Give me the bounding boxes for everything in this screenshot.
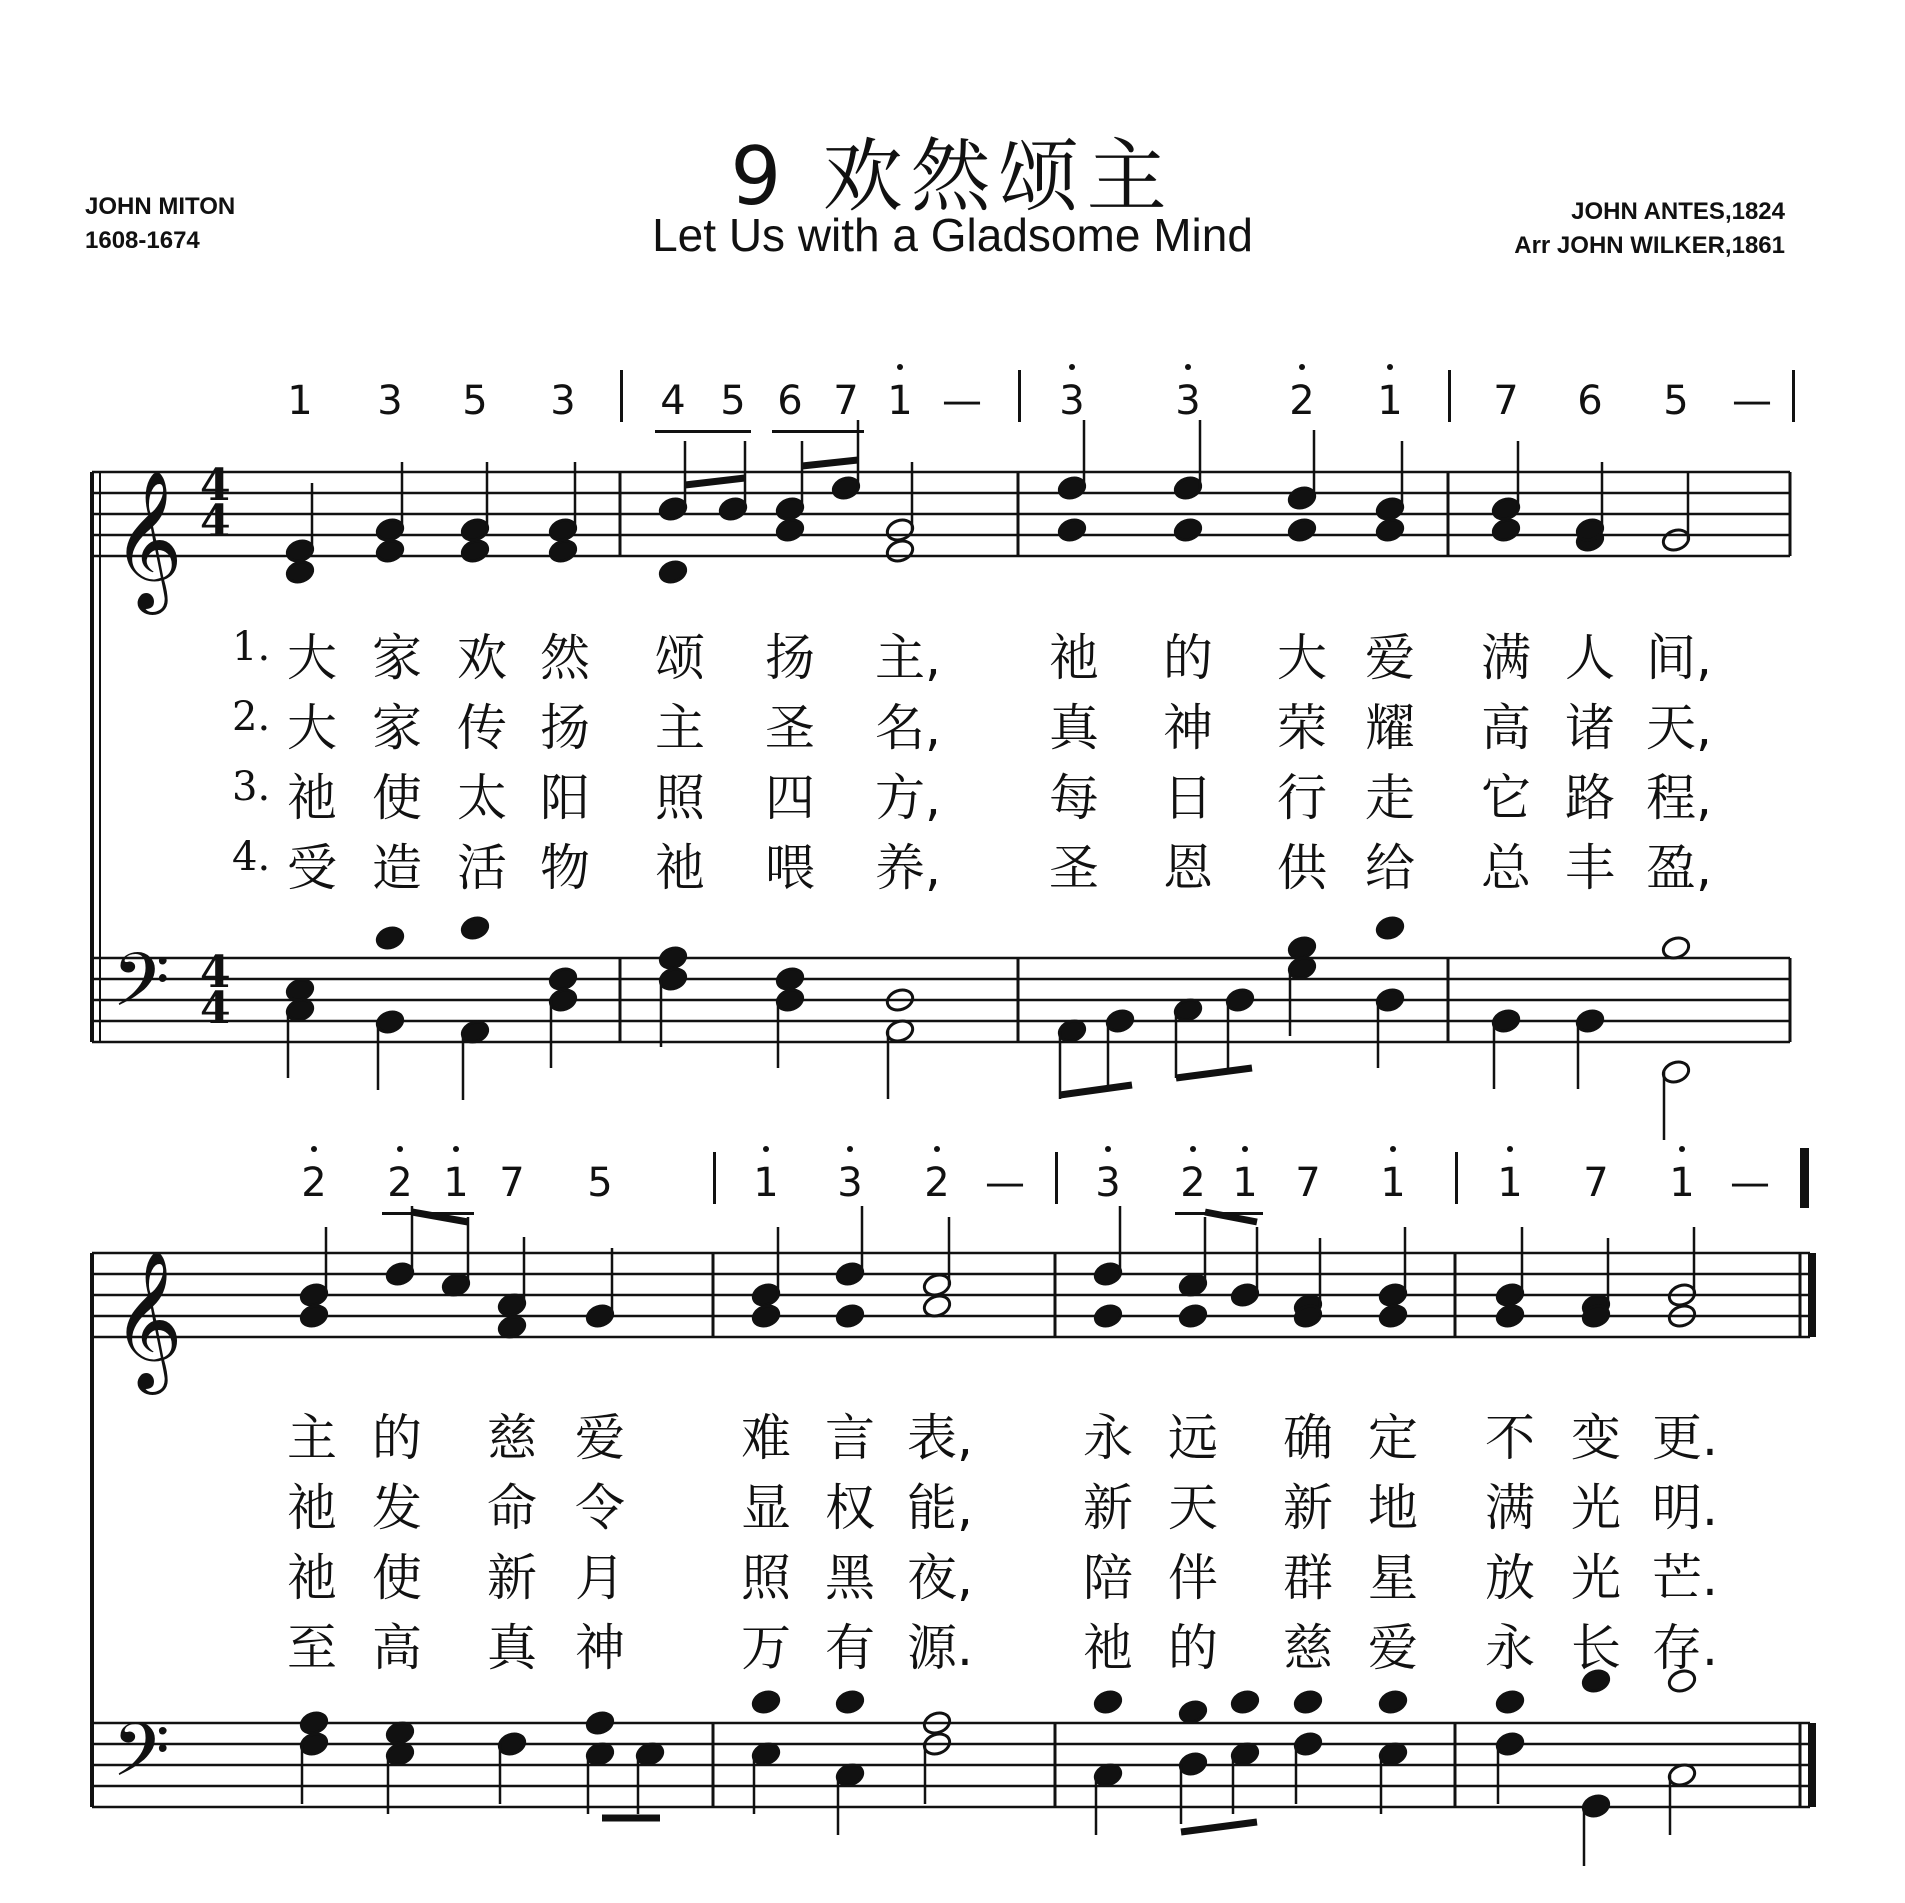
jianpu-note: 3 bbox=[837, 1160, 863, 1206]
lyric-syllable: 颂 bbox=[655, 629, 705, 687]
lyric-syllable: 长 bbox=[1571, 1619, 1621, 1677]
lyric-syllable: 有 bbox=[825, 1619, 875, 1677]
jianpu-note: 6 bbox=[777, 378, 803, 424]
lyric-syllable: 远 bbox=[1168, 1409, 1218, 1467]
lyric-syllable: 然 bbox=[540, 629, 590, 687]
lyric-syllable: 扬 bbox=[540, 699, 590, 757]
lyric-syllable: 供 bbox=[1277, 839, 1327, 897]
lyric-syllable: 使 bbox=[372, 769, 422, 827]
jianpu-note: 1 bbox=[287, 378, 313, 424]
lyric-syllable: 爱 bbox=[1368, 1619, 1418, 1677]
lyric-syllable: 主 bbox=[287, 1409, 337, 1467]
lyric-syllable: 家 bbox=[372, 699, 422, 757]
jianpu-note: 4 bbox=[660, 378, 686, 424]
half-note-head bbox=[885, 538, 916, 565]
note-head bbox=[285, 559, 316, 586]
lyric-syllable: 源. bbox=[907, 1619, 973, 1677]
jianpu-note: 3 bbox=[1059, 378, 1085, 424]
lyric-syllable: 程, bbox=[1646, 769, 1712, 827]
note-head bbox=[1287, 517, 1318, 544]
lyric-syllable: 大 bbox=[287, 629, 337, 687]
lyric-syllable: 主, bbox=[875, 629, 941, 687]
jianpu-note: 7 bbox=[499, 1160, 525, 1206]
lyric-syllable: 确 bbox=[1283, 1409, 1333, 1467]
time-sig-top-bass: 4 bbox=[200, 947, 231, 998]
lyric-syllable: 权 bbox=[825, 1479, 875, 1537]
jianpu-note: — bbox=[985, 1160, 1025, 1206]
lyric-syllable: 总 bbox=[1481, 839, 1531, 897]
lyric-syllable: 言 bbox=[825, 1409, 875, 1467]
jianpu-note: 2 bbox=[1180, 1160, 1206, 1206]
lyric-syllable: 永 bbox=[1083, 1409, 1133, 1467]
note-head bbox=[1378, 1303, 1409, 1330]
lyric-syllable: 明. bbox=[1652, 1479, 1718, 1537]
lyric-syllable: 命 bbox=[487, 1479, 537, 1537]
time-sig-bottom: 4 bbox=[200, 496, 231, 547]
verse-number: 4. bbox=[232, 834, 271, 880]
lyric-syllable: 至 bbox=[287, 1619, 337, 1677]
lyric-syllable: 名, bbox=[875, 699, 941, 757]
beam bbox=[1181, 1822, 1257, 1832]
lyric-syllable: 圣 bbox=[1049, 839, 1099, 897]
lyric-syllable: 物 bbox=[540, 839, 590, 897]
jianpu-note: 1 bbox=[1377, 378, 1403, 424]
treble-clef: 𝄞 bbox=[112, 1250, 183, 1389]
lyric-syllable: 照 bbox=[741, 1549, 791, 1607]
jianpu-note: — bbox=[1732, 378, 1772, 424]
lyric-syllable: 人 bbox=[1565, 629, 1615, 687]
note-head bbox=[1173, 517, 1204, 544]
lyric-syllable: 神 bbox=[1163, 699, 1213, 757]
note-head bbox=[460, 915, 491, 942]
lyric-syllable: 慈 bbox=[1283, 1619, 1333, 1677]
lyric-syllable: 的 bbox=[1163, 629, 1213, 687]
lyric-syllable: 存. bbox=[1652, 1619, 1718, 1677]
lyric-syllable: 天 bbox=[1168, 1479, 1218, 1537]
note-head bbox=[548, 538, 579, 565]
lyric-syllable: 走 bbox=[1365, 769, 1415, 827]
note-head bbox=[1093, 1303, 1124, 1330]
lyric-syllable: 大 bbox=[1277, 629, 1327, 687]
lyric-syllable: 圣 bbox=[765, 699, 815, 757]
jianpu-note: 1 bbox=[1380, 1160, 1406, 1206]
lyricist-name: JOHN MITON bbox=[85, 193, 236, 220]
note-head bbox=[1178, 1303, 1209, 1330]
lyric-syllable: 祂 bbox=[1049, 629, 1099, 687]
jianpu-note: 1 bbox=[753, 1160, 779, 1206]
lyric-syllable: 造 bbox=[372, 839, 422, 897]
beam bbox=[412, 1212, 468, 1222]
note-head bbox=[1178, 1699, 1209, 1726]
jianpu-note: 1 bbox=[1497, 1160, 1523, 1206]
lyric-syllable: 放 bbox=[1485, 1549, 1535, 1607]
jianpu-note: 1 bbox=[1669, 1160, 1695, 1206]
jianpu-note: 7 bbox=[1583, 1160, 1609, 1206]
note-head bbox=[1375, 915, 1406, 942]
note-head bbox=[299, 1303, 330, 1330]
lyric-syllable: 活 bbox=[457, 839, 507, 897]
lyric-syllable: 群 bbox=[1283, 1549, 1333, 1607]
lyric-syllable: 荣 bbox=[1277, 699, 1327, 757]
beam bbox=[1060, 1085, 1132, 1095]
lyric-syllable: 扬 bbox=[765, 629, 815, 687]
lyric-syllable: 方, bbox=[875, 769, 941, 827]
beam bbox=[1205, 1212, 1257, 1222]
note-head bbox=[835, 1303, 866, 1330]
lyric-syllable: 养, bbox=[875, 839, 941, 897]
lyric-syllable: 光 bbox=[1571, 1549, 1621, 1607]
lyric-syllable: 表, bbox=[907, 1409, 973, 1467]
lyric-syllable: 真 bbox=[487, 1619, 537, 1677]
note-head bbox=[1293, 1689, 1324, 1716]
jianpu-note: 3 bbox=[377, 378, 403, 424]
jianpu-note: 7 bbox=[1493, 378, 1519, 424]
lyric-syllable: 芒. bbox=[1652, 1549, 1718, 1607]
jianpu-note: 5 bbox=[462, 378, 488, 424]
note-head bbox=[751, 1689, 782, 1716]
lyric-syllable: 传 bbox=[457, 699, 507, 757]
lyric-syllable: 的 bbox=[372, 1409, 422, 1467]
lyric-syllable: 丰 bbox=[1565, 839, 1615, 897]
note-head bbox=[658, 559, 689, 586]
verse-number: 2. bbox=[232, 694, 271, 740]
lyric-syllable: 的 bbox=[1168, 1619, 1218, 1677]
lyricist-dates: 1608-1674 bbox=[85, 227, 200, 254]
lyric-syllable: 爱 bbox=[1365, 629, 1415, 687]
note-head bbox=[375, 925, 406, 952]
lyric-syllable: 阳 bbox=[540, 769, 590, 827]
note-head bbox=[835, 1689, 866, 1716]
lyric-syllable: 路 bbox=[1565, 769, 1615, 827]
lyric-syllable: 真 bbox=[1049, 699, 1099, 757]
lyric-syllable: 高 bbox=[1481, 699, 1531, 757]
jianpu-note: — bbox=[1730, 1160, 1770, 1206]
note-head bbox=[548, 966, 579, 993]
lyric-syllable: 定 bbox=[1368, 1409, 1418, 1467]
jianpu-note: 1 bbox=[887, 378, 913, 424]
lyric-syllable: 新 bbox=[1283, 1479, 1333, 1537]
jianpu-note: 5 bbox=[1663, 378, 1689, 424]
lyric-syllable: 新 bbox=[487, 1549, 537, 1607]
note-head bbox=[1495, 1689, 1526, 1716]
jianpu-note: 5 bbox=[720, 378, 746, 424]
note-head bbox=[375, 538, 406, 565]
lyric-syllable: 祂 bbox=[655, 839, 705, 897]
jianpu-note: 3 bbox=[1175, 378, 1201, 424]
note-head bbox=[1378, 1689, 1409, 1716]
jianpu-note: 2 bbox=[387, 1160, 413, 1206]
note-head bbox=[585, 1710, 616, 1737]
lyric-syllable: 四 bbox=[765, 769, 815, 827]
lyric-syllable: 万 bbox=[741, 1619, 791, 1677]
lyric-syllable: 令 bbox=[575, 1479, 625, 1537]
lyric-syllable: 日 bbox=[1163, 769, 1213, 827]
lyric-syllable: 爱 bbox=[575, 1409, 625, 1467]
lyric-syllable: 变 bbox=[1571, 1409, 1621, 1467]
lyric-syllable: 高 bbox=[372, 1619, 422, 1677]
lyric-syllable: 照 bbox=[655, 769, 705, 827]
beam bbox=[685, 478, 745, 485]
lyric-syllable: 祂 bbox=[287, 1549, 337, 1607]
lyric-syllable: 给 bbox=[1365, 839, 1415, 897]
lyric-syllable: 神 bbox=[575, 1619, 625, 1677]
lyric-syllable: 祂 bbox=[287, 769, 337, 827]
jianpu-note: 2 bbox=[1289, 378, 1315, 424]
note-head bbox=[751, 1303, 782, 1330]
time-sig-top: 4 bbox=[200, 460, 231, 511]
jianpu-note: — bbox=[942, 378, 982, 424]
lyric-syllable: 伴 bbox=[1168, 1549, 1218, 1607]
lyric-syllable: 能, bbox=[907, 1479, 973, 1537]
lyric-syllable: 祂 bbox=[287, 1479, 337, 1537]
note-head bbox=[1491, 517, 1522, 544]
hymn-subtitle: Let Us with a Gladsome Mind bbox=[652, 209, 1253, 261]
time-sig-bottom-bass: 4 bbox=[200, 983, 231, 1034]
lyric-syllable: 喂 bbox=[765, 839, 815, 897]
jianpu-note: 2 bbox=[924, 1160, 950, 1206]
beam bbox=[1176, 1068, 1252, 1078]
time-signature-bass bbox=[200, 947, 231, 1034]
lyric-syllable: 满 bbox=[1485, 1479, 1535, 1537]
jianpu-note: 1 bbox=[443, 1160, 469, 1206]
lyric-syllable: 发 bbox=[372, 1479, 422, 1537]
lyric-syllable: 使 bbox=[372, 1549, 422, 1607]
bass-clef: 𝄢 bbox=[112, 1707, 170, 1812]
lyric-syllable: 不 bbox=[1485, 1409, 1535, 1467]
lyric-syllable: 更. bbox=[1652, 1409, 1718, 1467]
treble-clef: 𝄞 bbox=[112, 470, 183, 609]
jianpu-note: 3 bbox=[1095, 1160, 1121, 1206]
lyric-syllable: 大 bbox=[287, 699, 337, 757]
note-head bbox=[775, 517, 806, 544]
lyric-syllable: 每 bbox=[1049, 769, 1099, 827]
lyric-syllable: 月 bbox=[575, 1549, 625, 1607]
jianpu-note: 7 bbox=[1295, 1160, 1321, 1206]
note-head bbox=[1495, 1303, 1526, 1330]
lyric-syllable: 耀 bbox=[1365, 699, 1415, 757]
verse-number: 3. bbox=[232, 764, 271, 810]
lyric-syllable: 受 bbox=[287, 839, 337, 897]
note-head bbox=[658, 945, 689, 972]
lyric-syllable: 太 bbox=[457, 769, 507, 827]
lyric-syllable: 难 bbox=[741, 1409, 791, 1467]
jianpu-note: 1 bbox=[1232, 1160, 1258, 1206]
lyric-syllable: 陪 bbox=[1083, 1549, 1133, 1607]
lyric-syllable: 诸 bbox=[1565, 699, 1615, 757]
verse-number: 1. bbox=[232, 624, 271, 670]
composer-name: JOHN ANTES,1824 bbox=[1571, 198, 1785, 225]
lyric-syllable: 祂 bbox=[1083, 1619, 1133, 1677]
lyric-syllable: 慈 bbox=[487, 1409, 537, 1467]
note-head bbox=[299, 1710, 330, 1737]
jianpu-note: 2 bbox=[301, 1160, 327, 1206]
lyric-syllable: 盈, bbox=[1646, 839, 1712, 897]
lyric-syllable: 家 bbox=[372, 629, 422, 687]
lyric-syllable: 主 bbox=[655, 699, 705, 757]
jianpu-note: 5 bbox=[587, 1160, 613, 1206]
lyric-syllable: 恩 bbox=[1163, 839, 1213, 897]
note-head bbox=[1057, 517, 1088, 544]
lyric-syllable: 黑 bbox=[825, 1549, 875, 1607]
note-head bbox=[1093, 1689, 1124, 1716]
lyric-syllable: 天, bbox=[1646, 699, 1712, 757]
lyric-syllable: 行 bbox=[1277, 769, 1327, 827]
lyric-syllable: 星 bbox=[1368, 1549, 1418, 1607]
lyric-syllable: 显 bbox=[741, 1479, 791, 1537]
lyric-syllable: 欢 bbox=[457, 629, 507, 687]
jianpu-note: 6 bbox=[1577, 378, 1603, 424]
lyric-syllable: 新 bbox=[1083, 1479, 1133, 1537]
lyric-syllable: 满 bbox=[1481, 629, 1531, 687]
note-head bbox=[1375, 517, 1406, 544]
note-head bbox=[460, 538, 491, 565]
lyric-syllable: 它 bbox=[1481, 769, 1531, 827]
bass-clef: 𝄢 bbox=[112, 937, 170, 1042]
note-head bbox=[1230, 1689, 1261, 1716]
lyric-syllable: 夜, bbox=[907, 1549, 973, 1607]
beam bbox=[802, 460, 858, 466]
lyric-syllable: 永 bbox=[1485, 1619, 1535, 1677]
jianpu-note: 7 bbox=[833, 378, 859, 424]
hymn-title: 9 欢然颂主 bbox=[730, 130, 1175, 223]
lyric-syllable: 光 bbox=[1571, 1479, 1621, 1537]
jianpu-note: 3 bbox=[550, 378, 576, 424]
note-head bbox=[775, 966, 806, 993]
time-signature-treble bbox=[200, 460, 231, 547]
lyric-syllable: 间, bbox=[1646, 629, 1712, 687]
lyric-syllable: 地 bbox=[1368, 1479, 1418, 1537]
arranger-name: Arr JOHN WILKER,1861 bbox=[1514, 232, 1785, 259]
